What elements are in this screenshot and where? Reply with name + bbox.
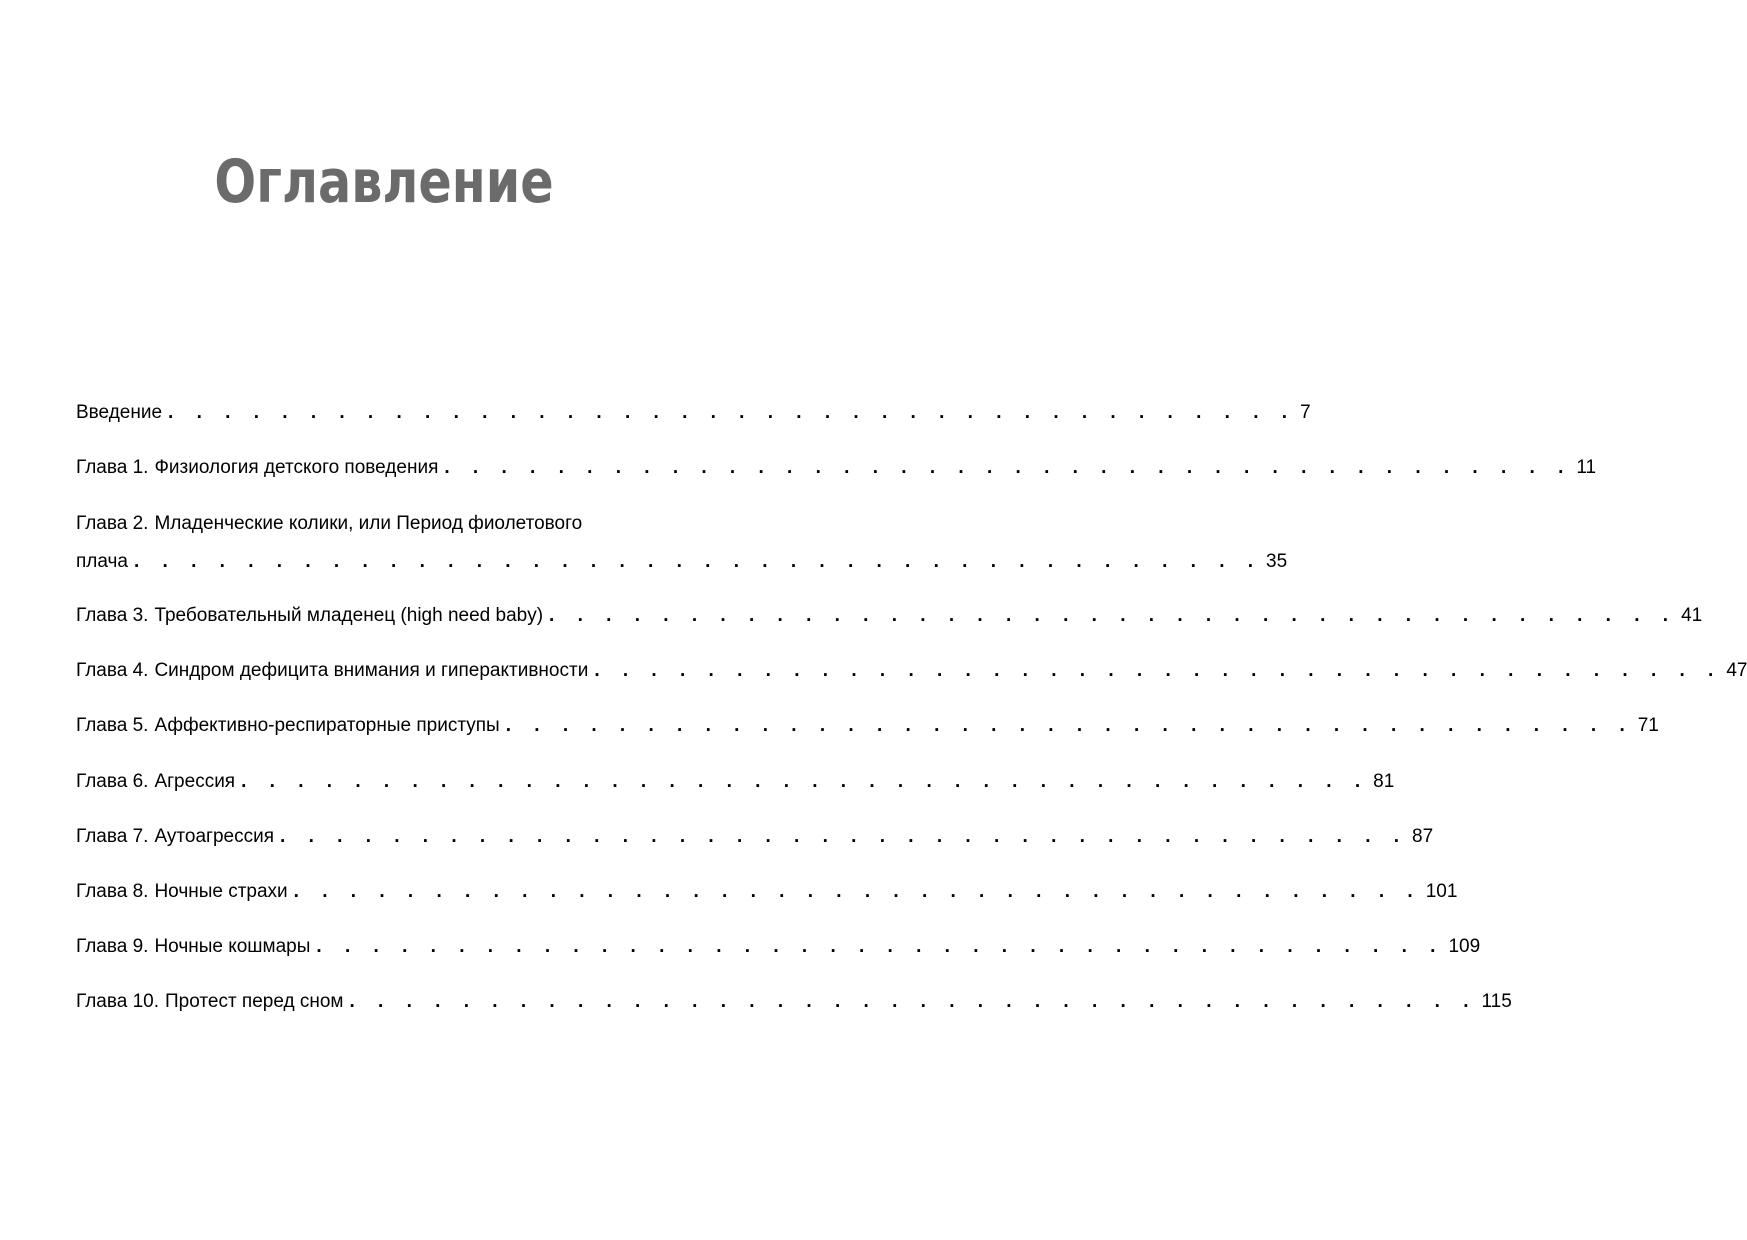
dot-leader: . . . . . . . . . . . . . . . . . . . . . . . . . . . . . . . . . . . . . . . . [549,605,1678,626]
toc-entry-title: Агрессия [154,771,236,792]
dot-leader: . . . . . . . . . . . . . . . . . . . . . . . . . . . . . . . . . . . . . . . . [594,660,1723,681]
toc-entry-chapter-8[interactable] [76,873,1458,911]
toc-entry-title: Требовательный младенец (high need baby) [154,605,544,626]
toc-entry-label: Глава 4. [76,660,149,681]
toc-entry-title: Аутоагрессия [154,826,275,847]
toc-entry-page: 81 [1373,771,1395,792]
toc-entry-title: Младенческие колики, или Период фиолетового [154,513,583,534]
toc-entry-chapter-3[interactable] [76,597,1703,635]
toc-entry-chapter-6[interactable] [76,763,1395,801]
toc-entry-label: Глава 10. [76,991,160,1012]
dot-leader: . . . . . . . . . . . . . . . . . . . . . . . . . . . . . . . . . . . . . . . . [168,402,1297,423]
toc-entry-chapter-2[interactable] [76,505,1288,581]
dot-leader: . . . . . . . . . . . . . . . . . . . . . . . . . . . . . . . . . . . . . . . . [444,457,1573,478]
toc-entry-label: Глава 6. [76,771,149,792]
toc-entry-label: Глава 7. [76,826,149,847]
dot-leader: . . . . . . . . . . . . . . . . . . . . . . . . . . . . . . . . . . . . . . . . [280,826,1409,847]
dot-leader: . . . . . . . . . . . . . . . . . . . . . . . . . . . . . . . . . . . . . . . . [505,715,1634,736]
toc-entry-page: 87 [1412,826,1434,847]
dot-leader: . . . . . . . . . . . . . . . . . . . . . . . . . . . . . . . . . . . . . . . . [293,881,1422,902]
toc-entry-title: Ночные страхи [154,881,288,902]
toc-entry-page: 41 [1681,605,1703,626]
toc-entry-chapter-5[interactable] [76,707,1659,745]
toc-entry-label: Глава 3. [76,605,149,626]
toc-entry-title: Синдром дефицита внимания и гиперактивности [154,660,589,681]
toc-entry-chapter-9[interactable] [76,928,1481,966]
toc-entry-title: Аффективно-респираторные приступы [154,715,500,736]
toc-entry-label: Глава 8. [76,881,149,902]
toc-entry-title-continued: плача [76,551,128,572]
toc-entry-page: 71 [1637,715,1659,736]
toc-entry-page: 11 [1576,457,1597,478]
toc-entry-intro[interactable] [76,394,1311,432]
toc-entry-page: 35 [1266,551,1288,572]
toc-entry-title: Введение [76,402,163,423]
toc-entry-page: 7 [1300,402,1311,423]
toc-entry-title: Физиология детского поведения [154,457,439,478]
toc-entry-title: Ночные кошмары [154,936,311,957]
toc-entry-page: 47 [1726,660,1747,681]
dot-leader: . . . . . . . . . . . . . . . . . . . . . . . . . . . . . . . . . . . . . . . . [316,936,1445,957]
toc-entry-label: Глава 2. [76,513,149,534]
toc-entry-chapter-10[interactable] [76,983,1512,1021]
toc-entry-label: Глава 9. [76,936,149,957]
toc-entry-chapter-7[interactable] [76,818,1434,856]
page-title: Оглавление [214,147,554,217]
toc-entry-title: Протест перед сном [165,991,344,1012]
toc-entry-label: Глава 5. [76,715,149,736]
toc-entry-page: 115 [1481,991,1512,1012]
toc-entry-page: 101 [1425,881,1458,902]
toc-entry-page: 109 [1448,936,1481,957]
dot-leader: . . . . . . . . . . . . . . . . . . . . . . . . . . . . . . . . . . . . . . . . [241,771,1370,792]
dot-leader: . . . . . . . . . . . . . . . . . . . . . . . . . . . . . . . . . . . . . . . . [134,551,1263,572]
dot-leader: . . . . . . . . . . . . . . . . . . . . . . . . . . . . . . . . . . . . . . . . [349,991,1478,1012]
toc-entry-chapter-4[interactable] [76,652,1747,690]
toc-entry-chapter-1[interactable] [76,449,1597,487]
toc-entry-label: Глава 1. [76,457,149,478]
